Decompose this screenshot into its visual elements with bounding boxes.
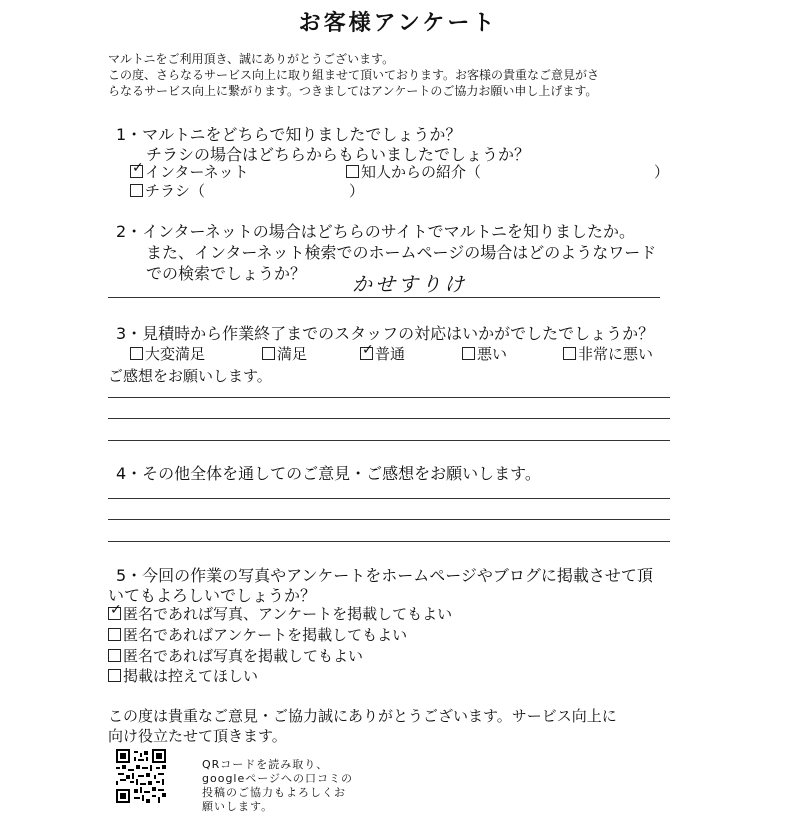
q1-option-referral[interactable]: 知人からの紹介（ — [346, 161, 481, 182]
q2-text-2: また、インターネット検索でのホームページの場合はどのようなワード — [146, 243, 657, 262]
qr-caption: googleページへの口コミの — [202, 772, 354, 785]
checkbox-icon[interactable] — [130, 347, 143, 360]
q5-option-survey-only[interactable]: 匿名であればアンケートを掲載してもよい — [108, 624, 407, 645]
answer-line[interactable] — [108, 519, 670, 520]
q2-handwritten-answer[interactable]: かせすりけ — [352, 272, 467, 296]
q1-text: 1・マルトニをどちらで知りましたでしょうか？ — [116, 125, 462, 144]
checkbox-checked-icon[interactable] — [108, 607, 121, 620]
q5-option-photo-and-survey[interactable]: ✓匿名であれば写真、アンケートを掲載してもよい — [108, 603, 452, 624]
qr-caption: QRコードを読み取り、 — [202, 758, 329, 771]
intro-line: らなるサービス向上に繋がります。つきましてはアンケートのご協力お願い申し上げます。 — [108, 84, 598, 98]
q2-text-3: での検索でしょうか？ — [146, 264, 307, 283]
intro-line: この度、さらなるサービス向上に取り組ませて頂いております。お客様の貴重なご意見がさ — [108, 68, 600, 82]
q5-option-photo-only[interactable]: 匿名であれば写真を掲載してもよい — [108, 645, 363, 666]
q1-option-flyer[interactable]: チラシ（ — [130, 180, 205, 201]
checkbox-icon[interactable] — [130, 184, 143, 197]
checkbox-icon[interactable] — [563, 347, 576, 360]
checkbox-icon[interactable] — [108, 628, 121, 641]
qr-caption: 願いします。 — [202, 800, 274, 813]
qr-code-icon[interactable] — [116, 749, 166, 803]
q5-text: 5・今回の作業の写真やアンケートをホームページやブログに掲載させて頂 — [116, 566, 653, 585]
q5-text-2: いてもよろしいでしょうか？ — [108, 586, 317, 605]
q4-text: 4・その他全体を通してのご意見・ご感想をお願いします。 — [116, 464, 541, 483]
q2-text: 2・インターネットの場合はどちらのサイトでマルトニを知りましたか。 — [116, 222, 635, 241]
q1-referral-close: ） — [654, 163, 670, 181]
answer-line[interactable] — [108, 541, 670, 542]
q3-option-very-satisfied[interactable]: 大変満足 — [130, 343, 205, 364]
q3-option-satisfied[interactable]: 満足 — [262, 343, 307, 364]
q1-subtext: チラシの場合はどちらからもらいましたでしょうか？ — [146, 145, 531, 164]
q3-text: 3・見積時から作業終了までのスタッフの対応はいかがでしたでしょうか？ — [116, 324, 655, 343]
checkbox-checked-icon[interactable] — [360, 347, 373, 360]
q1-flyer-close: ） — [349, 182, 365, 200]
checkbox-icon[interactable] — [108, 669, 121, 682]
q3-prompt: ご感想をお願いします。 — [108, 367, 272, 385]
closing-text-2: 向け役立たせて頂きます。 — [108, 727, 287, 745]
checkbox-icon[interactable] — [108, 649, 121, 662]
checkbox-checked-icon[interactable] — [130, 165, 143, 178]
checkbox-icon[interactable] — [346, 165, 359, 178]
page-title: お客様アンケート — [298, 11, 498, 36]
qr-caption: 投稿のご協力もよろしくお — [202, 786, 346, 799]
checkbox-icon[interactable] — [462, 347, 475, 360]
answer-line[interactable] — [108, 498, 670, 499]
q1-option-internet[interactable]: ✓インターネット — [130, 161, 249, 182]
answer-line[interactable] — [108, 397, 670, 398]
q3-option-very-bad[interactable]: 非常に悪い — [563, 343, 653, 364]
closing-text: この度は貴重なご意見・ご協力誠にありがとうございます。サービス向上に — [108, 707, 617, 725]
checkbox-icon[interactable] — [262, 347, 275, 360]
q3-option-bad[interactable]: 悪い — [462, 343, 507, 364]
q3-option-normal[interactable]: ✓ 普通 — [360, 343, 405, 364]
q5-option-decline[interactable]: 掲載は控えてほしい — [108, 665, 258, 686]
answer-line[interactable] — [108, 440, 670, 441]
answer-line — [108, 297, 660, 298]
answer-line[interactable] — [108, 418, 670, 419]
intro-line: マルトニをご利用頂き、誠にありがとうございます。 — [108, 52, 395, 66]
